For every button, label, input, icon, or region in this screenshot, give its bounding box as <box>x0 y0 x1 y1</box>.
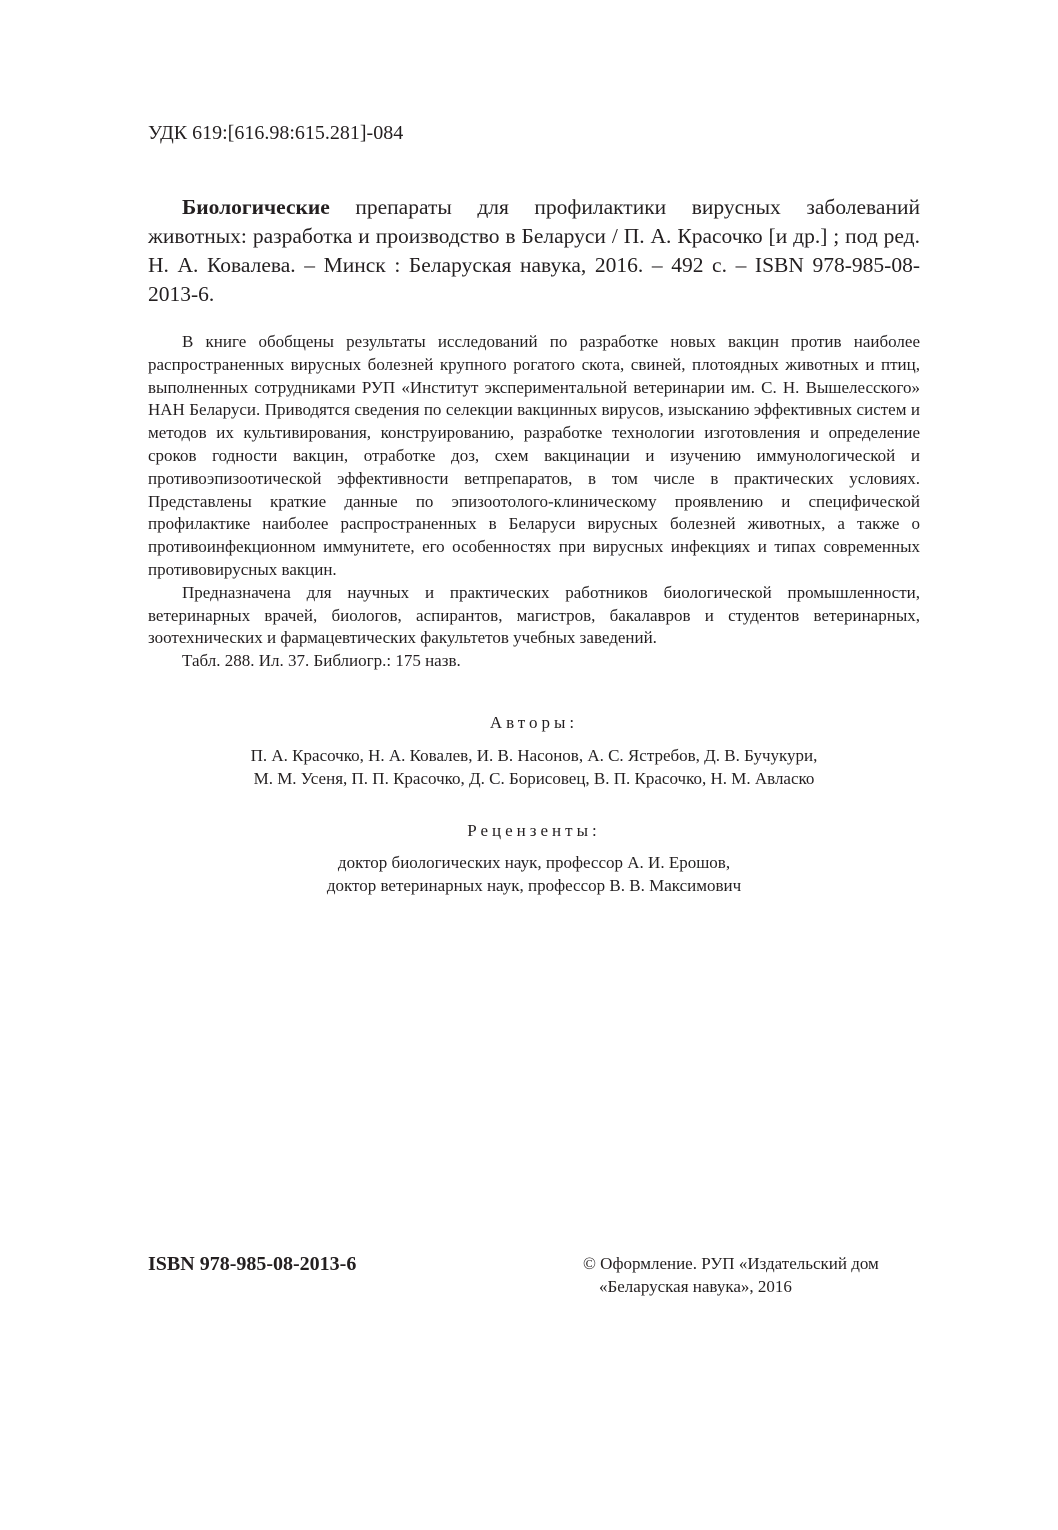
udk-code: УДК 619:[616.98:615.281]-084 <box>148 122 404 144</box>
copyright-notice <box>583 1252 923 1298</box>
authors-heading: Авторы: <box>489 713 579 732</box>
authors-line: М. М. Усеня, П. П. Красочко, Д. С. Борисовец, В. П. Красочко, Н. М. Авласко <box>253 768 815 788</box>
reviewers-heading: Рецензенты: <box>467 821 601 840</box>
annotation-paragraph-stats: Табл. 288. Ил. 37. Библиогр.: 175 назв. <box>182 651 461 671</box>
reviewers-list <box>148 852 920 897</box>
copyright-line: © Оформление. РУП «Издательский дом <box>583 1254 879 1273</box>
isbn-number: ISBN 978-985-08-2013-6 <box>148 1253 357 1275</box>
annotation <box>148 331 920 673</box>
annotation-paragraph-summary: В книге обобщены результаты исследований по разработке новых вакцин против наиболее распространенных вирусных болезней крупного рогатого скота, свиней, плотоядных животных и птиц, выполненных сотрудниками РУП «Институт экспериментальной ветеринарии им. С. Н. Вышелесского» НАН Беларуси. Приводятся сведения по селекции вакцинных вирусов, изысканию эффективных систем и методов их культивирования, конструированию, разработке технологии изготовления и определение сроков годности вакцин, отработке доз, схем вакцинации и изучению иммунологической и противоэпизоотической эффективности ветпрепаратов, в том числе в практических условиях. Представлены краткие данные по эпизоотолого-клиническому проявлению и специфической профилактике наиболее распространенных в Беларуси вирусных болезней животных, а также о противоинфекционном иммунитете, его особенностях при вирусных инфекциях и типах современных противовирусных вакцин. <box>148 332 920 579</box>
reviewer-line: доктор ветеринарных наук, профессор В. В. Максимович <box>326 875 742 895</box>
authors-line: П. А. Красочко, Н. А. Ковалев, И. В. Насонов, А. С. Ястребов, Д. В. Бучукури, <box>250 746 818 765</box>
annotation-paragraph-audience: Предназначена для научных и практических работников биологической промышленности, ветеринарных врачей, биологов, аспирантов, магистров, бакалавров и студентов ветеринарных, зоотехнических и фармацевтических факультетов учебных заведений. <box>148 582 920 648</box>
copyright-line: «Беларуская навука», 2016 <box>599 1277 792 1296</box>
bibliographic-description <box>148 193 920 309</box>
biblio-title-word: Биологические <box>182 195 330 219</box>
reviewer-line: доктор биологических наук, профессор А. И. Ерошов, <box>337 853 731 872</box>
authors-list <box>148 745 920 790</box>
biblio-description-text: препараты для профилактики вирусных заболеваний животных: разработка и производство в Беларуси / П. А. Красочко [и др.] ; под ред. Н. А. Ковалева. – Минск : Беларуская навука, 2016. – 492 с. – ISBN 978-985-08-2013-6. <box>148 195 920 306</box>
